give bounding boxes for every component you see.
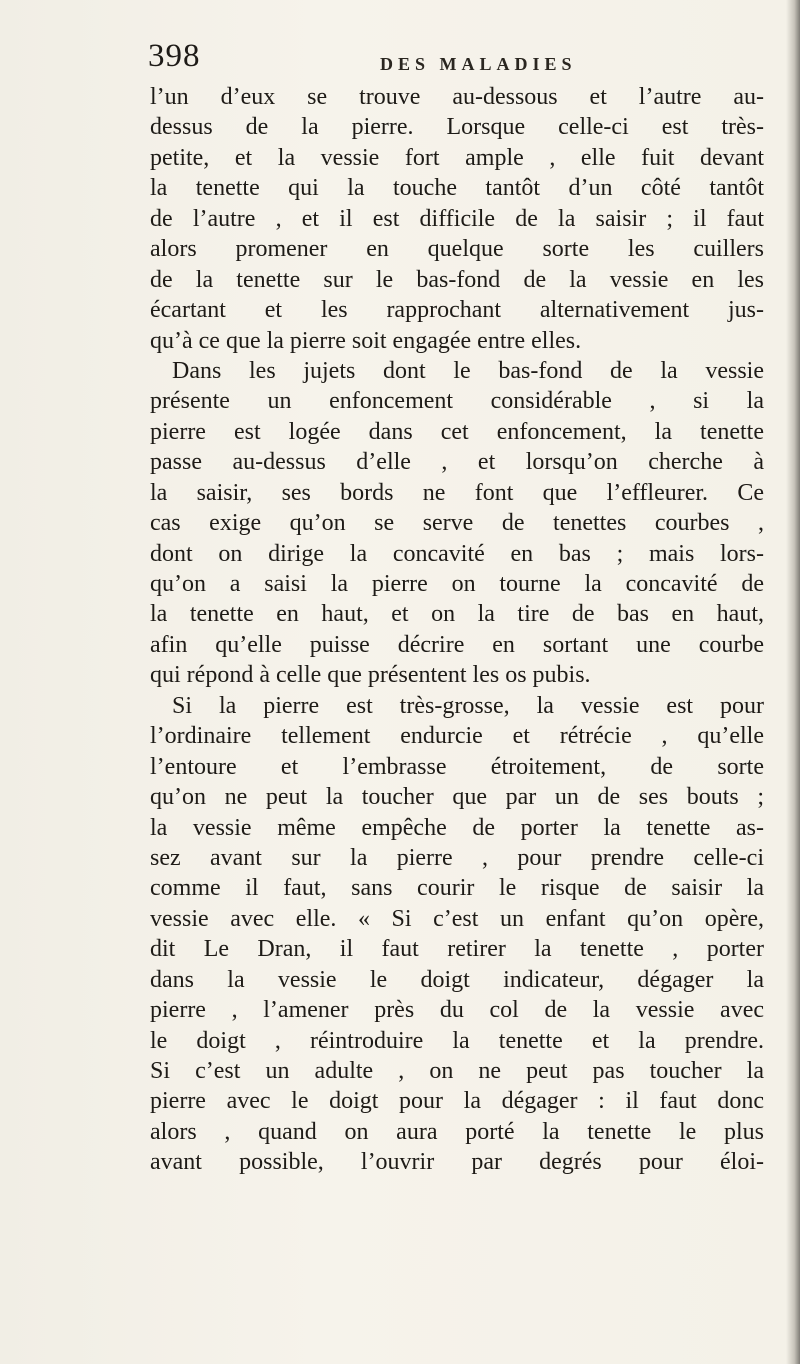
text-line: petite, et la vessie fort ample , elle fuit devant: [150, 144, 764, 171]
running-head: DES MALADIES: [380, 54, 577, 74]
text-line: alors , quand on aura porté la tenette le plus: [150, 1118, 764, 1145]
text-line: qui répond à celle que présentent les os pubis.: [150, 662, 591, 689]
page-number: 398: [148, 38, 201, 74]
text-line: dit Le Dran, il faut retirer la tenette , porter: [150, 936, 764, 963]
text-line: pierre est logée dans cet enfoncement, la tenette: [150, 418, 764, 445]
text-line: dont on dirige la concavité en bas ; mais lors-: [150, 540, 764, 567]
text-line: avant possible, l’ouvrir par degrés pour éloi-: [150, 1149, 764, 1176]
text-line: qu’on ne peut la toucher que par un de ses bouts ;: [150, 784, 764, 811]
text-line: Si la pierre est très-grosse, la vessie est pour: [172, 692, 764, 719]
text-line: cas exige qu’on se serve de tenettes courbes ,: [150, 510, 764, 537]
text-line: l’un d’eux se trouve au-dessous et l’autre au-: [150, 84, 764, 110]
text-line: l’entoure et l’embrasse étroitement, de sorte: [150, 753, 764, 780]
text-line: le doigt , réintroduire la tenette et la prendre.: [150, 1027, 764, 1054]
text-line: sez avant sur la pierre , pour prendre celle-ci: [150, 844, 764, 871]
page-edge-shadow: [786, 0, 800, 1364]
text-body: [150, 82, 764, 1178]
text-line: de la tenette sur le bas-fond de la vessie en les: [150, 266, 764, 293]
text-line: la vessie même empêche de porter la tenette as-: [150, 814, 764, 841]
text-line: afin qu’elle puisse décrire en sortant une courbe: [150, 631, 764, 658]
text-line: présente un enfoncement considérable , si la: [150, 388, 764, 415]
text-line: alors promener en quelque sorte les cuillers: [150, 236, 764, 263]
text-line: vessie avec elle. « Si c’est un enfant qu’on opère,: [150, 905, 764, 932]
text-line: qu’on a saisi la pierre on tourne la concavité de: [150, 571, 764, 597]
text-line: pierre , l’amener près du col de la vessie avec: [150, 997, 764, 1024]
text-line: Dans les jujets dont le bas-fond de la vessie: [172, 357, 764, 384]
text-line: la tenette qui la touche tantôt d’un côté tantôt: [150, 175, 764, 202]
text-line: la saisir, ses bords ne font que l’effleurer. Ce: [150, 479, 764, 506]
text-line: la tenette en haut, et on la tire de bas en haut,: [150, 601, 764, 628]
text-line: Si c’est un adulte , on ne peut pas toucher la: [150, 1058, 764, 1084]
text-line: de l’autre , et il est difficile de la saisir ; il faut: [150, 205, 764, 232]
text-line: dans la vessie le doigt indicateur, dégager la: [150, 966, 764, 993]
page-header: [148, 38, 201, 82]
text-line: dessus de la pierre. Lorsque celle-ci est très-: [150, 114, 764, 141]
text-line: pierre avec le doigt pour la dégager : il faut donc: [150, 1088, 764, 1115]
text-line: comme il faut, sans courir le risque de saisir la: [150, 875, 764, 902]
text-line: qu’à ce que la pierre soit engagée entre elles.: [150, 327, 582, 354]
text-line: passe au-dessus d’elle , et lorsqu’on cherche à: [150, 449, 764, 476]
text-line: l’ordinaire tellement endurcie et rétrécie , qu’elle: [150, 723, 764, 750]
text-line: écartant et les rapprochant alternativement jus-: [150, 297, 764, 324]
